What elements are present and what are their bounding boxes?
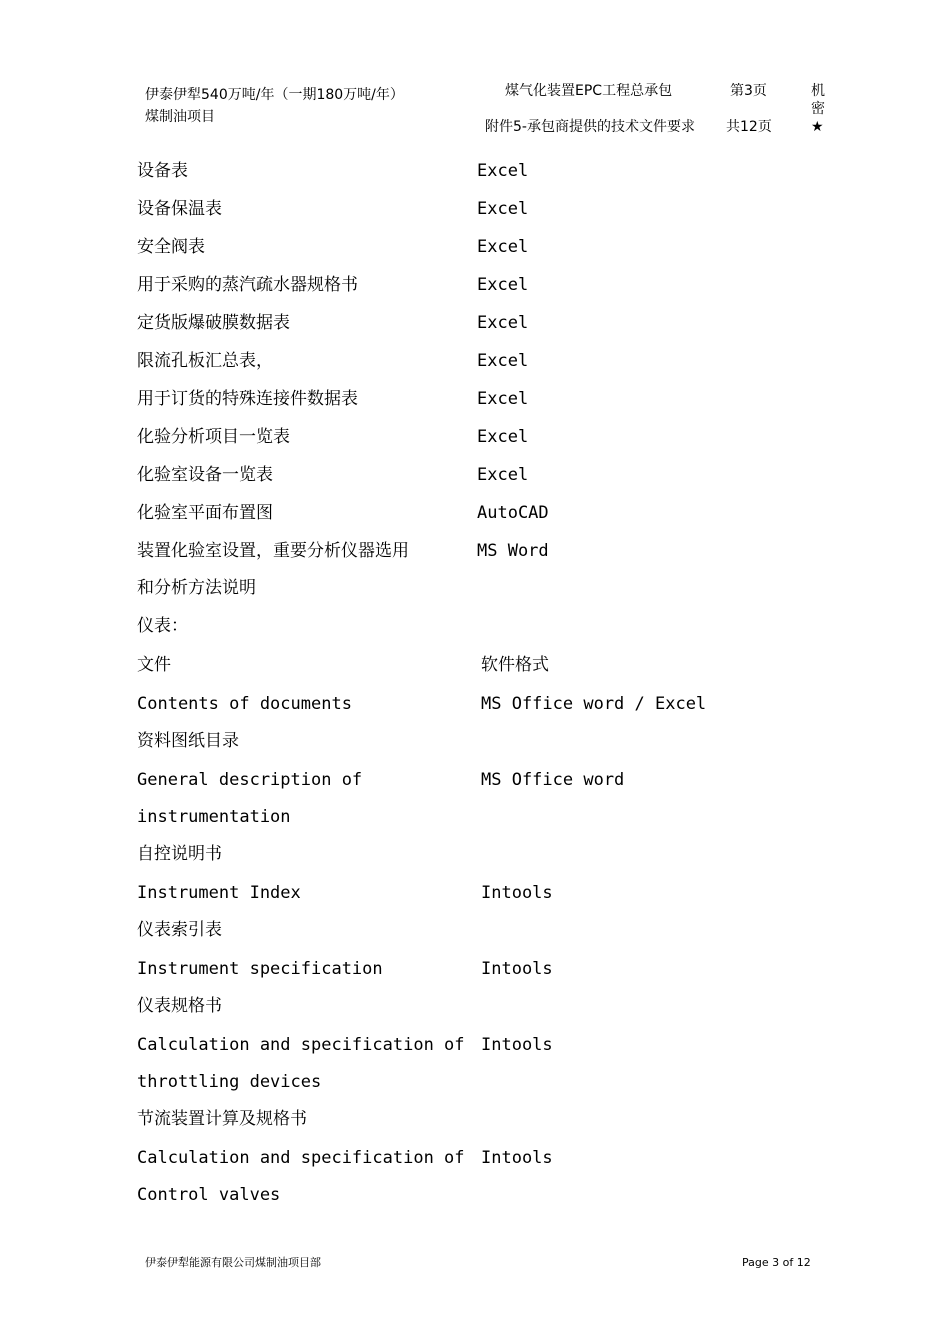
list-item-format: Excel [477,351,529,371]
list-item-format: MS Word [477,541,549,561]
list-item-translation: 自控说明书 [137,844,222,864]
list-item-format: Excel [477,313,529,333]
list-item-continuation: throttling devices [137,1072,322,1092]
list-item: 安全阀表 [137,237,205,257]
list-item: Instrument Index [137,883,301,903]
list-item-continuation: 和分析方法说明 [137,578,256,598]
list-item: Contents of documents [137,694,352,714]
project-title-line2: 煤制油项目 [145,109,215,125]
column-header-documents: 文件 [137,655,171,675]
column-header-format: 软件格式 [481,655,549,675]
list-item-format: Excel [477,389,529,409]
list-item-format: AutoCAD [477,503,549,523]
list-item-translation: 节流装置计算及规格书 [137,1109,307,1129]
list-item: 装置化验室设置，重要分析仪器选用 [137,541,409,561]
list-item-format: Excel [477,199,529,219]
list-item: 设备保温表 [137,199,222,219]
list-item-format: Excel [477,275,529,295]
confidential-star-icon: ★ [811,119,824,135]
list-item: Calculation and specification of [137,1148,465,1168]
list-item: 用于采购的蒸汽疏水器规格书 [137,275,358,295]
list-item-format: Intools [481,883,553,903]
list-item-continuation: Control valves [137,1185,281,1205]
page-number: 第3页 [730,83,767,99]
project-title-line1: 伊泰伊犁540万吨/年（一期180万吨/年） [145,87,404,103]
list-item-translation: 资料图纸目录 [137,731,239,751]
footer-company: 伊泰伊犁能源有限公司煤制油项目部 [145,1256,321,1269]
list-item: Instrument specification [137,959,383,979]
list-item-translation: 仪表索引表 [137,920,222,940]
list-item-format: Excel [477,427,529,447]
list-item-translation: 仪表规格书 [137,996,222,1016]
list-item: 定货版爆破膜数据表 [137,313,290,333]
list-item: 化验室平面布置图 [137,503,273,523]
list-item: 限流孔板汇总表， [137,351,273,371]
list-item: 设备表 [137,161,188,181]
list-item-format: Excel [477,161,529,181]
list-item: 用于订货的特殊连接件数据表 [137,389,358,409]
list-item-format: Excel [477,237,529,257]
list-item-format: Intools [481,959,553,979]
list-item-format: Intools [481,1148,553,1168]
contract-title: 煤气化装置EPC工程总承包 [505,83,673,99]
list-item-format: Intools [481,1035,553,1055]
list-item: General description of [137,770,363,790]
list-item-format: MS Office word [481,770,625,790]
list-item: 化验室设备一览表 [137,465,273,485]
list-item-continuation: instrumentation [137,807,291,827]
list-item: Calculation and specification of [137,1035,465,1055]
list-item: 化验分析项目一览表 [137,427,290,447]
confidential-char-2: 密 [811,101,825,117]
list-item-format: Excel [477,465,529,485]
section-heading-instruments: 仪表： [137,616,188,636]
total-pages: 共12页 [726,119,772,135]
confidential-char-1: 机 [811,83,825,99]
footer-page-number: Page 3 of 12 [742,1256,811,1269]
list-item-format: MS Office word / Excel [481,694,707,714]
attachment-title: 附件5-承包商提供的技术文件要求 [485,119,695,135]
